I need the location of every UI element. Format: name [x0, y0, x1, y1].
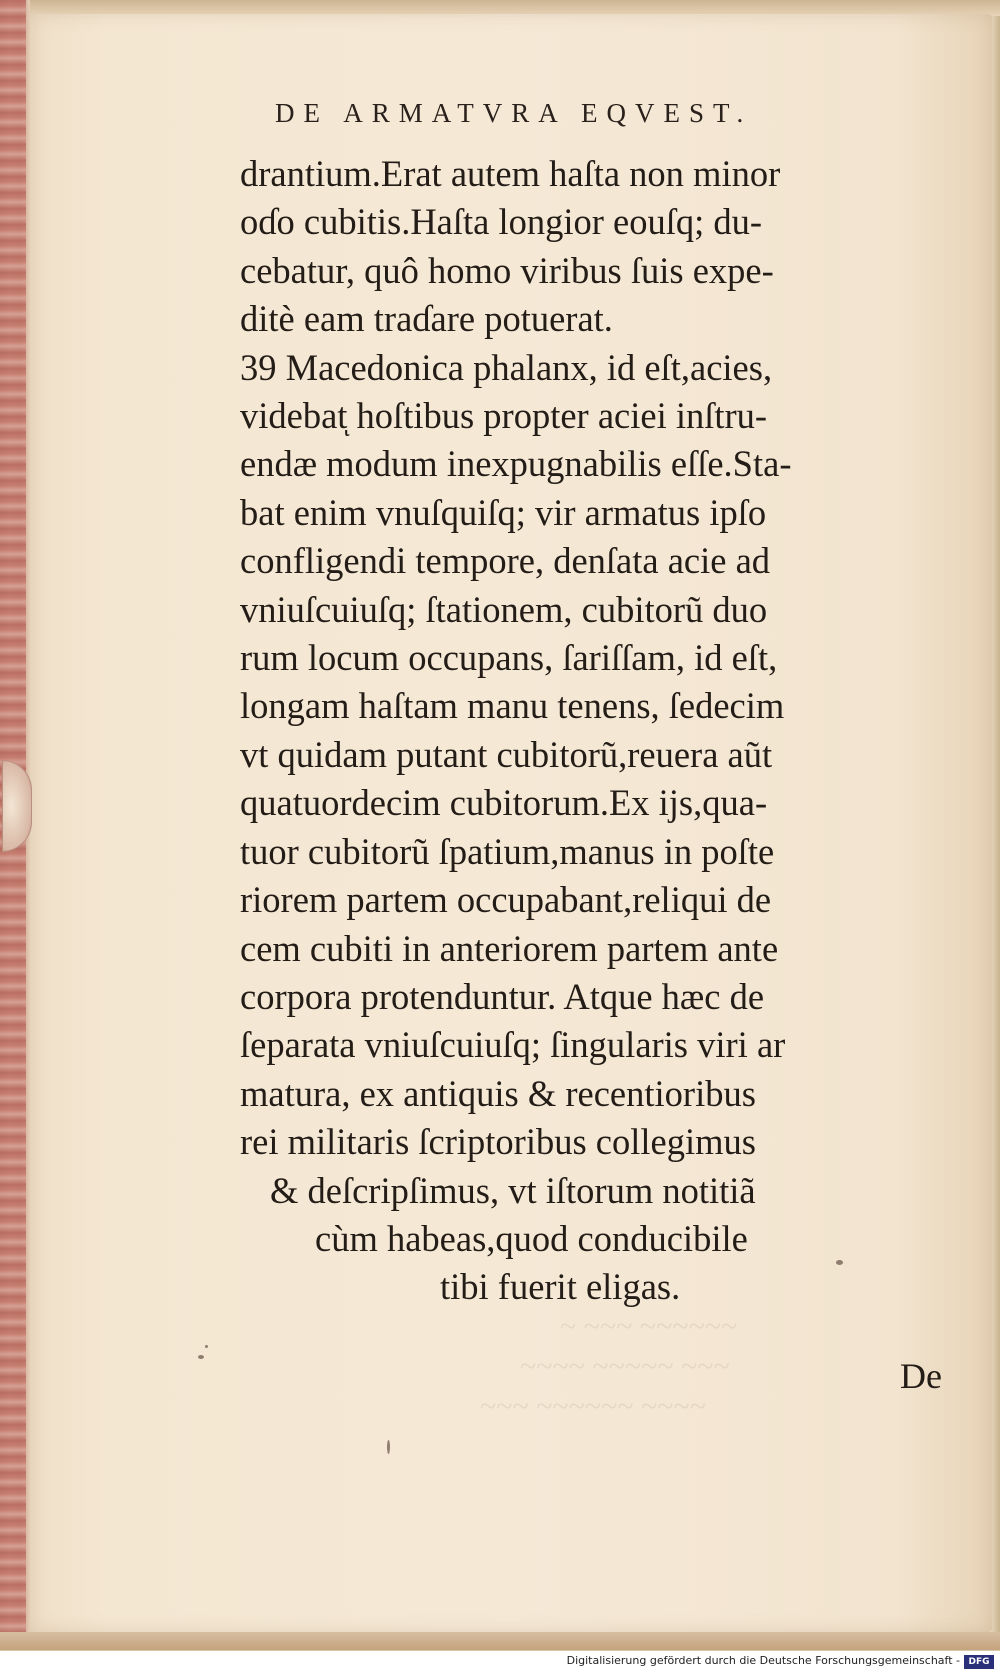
bottom-page-edge [0, 1632, 1000, 1650]
text-line: ſeparata vniuſcuiuſq; ſingularis viri ar [240, 1024, 786, 1066]
text-line: drantium.Erat autem haſta non minor [240, 153, 781, 194]
dfg-logo-icon: DFG [964, 1655, 994, 1669]
paper-speck [198, 1355, 204, 1359]
catchword: De [900, 1356, 942, 1396]
paper-speck [205, 1345, 208, 1348]
text-line: vniuſcuiuſq; ſtationem, cubitorũ duo [240, 588, 768, 630]
funding-credit: Digitalisierung gefördert durch die Deutsche Forschungsgemeinschaft - [566, 1654, 960, 1667]
text-line: cebatur, quô homo viribus ſuis expe- [240, 249, 774, 291]
text-line: quatuordecim cubitorum.Ex ijs,qua- [240, 782, 768, 824]
text-line: 39 Macedonica phalanx, id eſt,acies, [240, 346, 773, 388]
text-line: oɗo cubitis.Haſta longior eouſq; du- [240, 201, 763, 243]
show-through-decoration: ~~~ ~~~~~~ ~~~~ [480, 1390, 706, 1423]
digitization-footer [0, 1651, 1000, 1674]
show-through-decoration: ~ ~~~ ~~~~~~ [560, 1310, 738, 1343]
text-line: riorem partem occupabant,reliqui de [240, 879, 772, 921]
text-line: vt quidam putant cubitorũ,reuera aũt [240, 733, 773, 775]
show-through-decoration: ~~~~ ~~~~~ ~~~ [520, 1350, 730, 1383]
text-line: corpora protenduntur. Atque hæc de [240, 975, 765, 1017]
text-line: videbatͅ hoſtibus propter aciei inſtru- [240, 395, 768, 437]
text-line: rei militaris ſcriptoribus collegimus [240, 1121, 756, 1163]
running-head: DE ARMATVRA EQVEST. [275, 98, 753, 128]
text-line: confligendi tempore, denſata acie ad [240, 540, 771, 582]
text-line: tibi fuerit eligas. [440, 1266, 681, 1308]
text-line: tuor cubitorũ ſpatium,manus in poſte [240, 830, 775, 872]
text-line: bat enim vnuſquiſq; vir armatus ipſo [240, 491, 767, 533]
body-text [240, 150, 960, 1312]
text-line: matura, ex antiquis & recentioribus [240, 1072, 756, 1114]
paper-speck [387, 1440, 390, 1454]
text-line: cùm habeas,quod conducibile [315, 1217, 748, 1259]
text-line: ditè eam traɗare potuerat. [240, 298, 613, 340]
text-line: longam haſtam manu tenens, ſedecim [240, 685, 785, 727]
text-line: endæ modum inexpugnabilis eſſe.Sta- [240, 443, 792, 485]
text-line: & deſcripſimus, vt iſtorum notitiã [270, 1169, 756, 1211]
text-line: cem cubiti in anteriorem partem ante [240, 927, 779, 969]
text-line: rum locum occupans, ſariſſam, id eſt, [240, 637, 778, 679]
